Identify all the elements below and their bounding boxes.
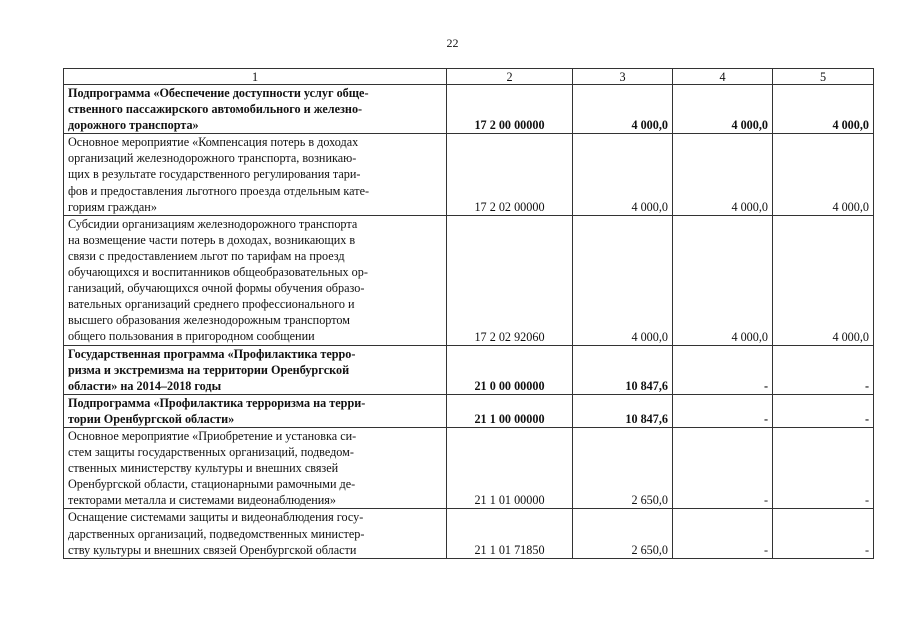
row-name-line: вательных организаций среднего профессионального и: [68, 297, 355, 312]
table-body: [64, 85, 874, 559]
row-value-col4: 4 000,0: [673, 215, 773, 345]
row-value-col4: 4 000,0: [673, 85, 773, 134]
table-row: [64, 85, 874, 134]
row-name-cell: [64, 345, 447, 394]
row-value-col4: -: [673, 509, 773, 558]
row-name-line: ству культуры и внешних связей Оренбургской области: [68, 542, 357, 557]
row-name-cell: [64, 427, 447, 508]
row-name-line: организаций железнодорожного транспорта, возникаю-: [68, 151, 357, 166]
table-row: [64, 427, 874, 508]
row-value-col3: 4 000,0: [573, 85, 673, 134]
row-name-line: высшего образования железнодорожным транспортом: [68, 313, 350, 328]
header-row: [64, 69, 874, 85]
header-cell-4: 4: [673, 69, 773, 85]
row-value-col5: -: [773, 427, 874, 508]
row-name-line: Подпрограмма «Профилактика терроризма на терри-: [68, 395, 366, 410]
row-value-col3: 4 000,0: [573, 134, 673, 215]
row-name-line: дорожного транспорта»: [68, 118, 199, 133]
row-name-line: Государственная программа «Профилактика терро-: [68, 346, 356, 361]
row-name-line: Основное мероприятие «Приобретение и установка си-: [68, 428, 357, 443]
row-name-line: ственных министерству культуры и внешних связей: [68, 461, 339, 476]
row-name-line: области» на 2014–2018 годы: [68, 378, 222, 393]
row-name-line: Субсидии организациям железнодорожного транспорта: [68, 216, 358, 231]
table-row: [64, 215, 874, 345]
row-name-line: ганизаций, обучающихся очной формы обучения образо-: [68, 281, 365, 296]
table-row: [64, 394, 874, 427]
row-value-col4: -: [673, 345, 773, 394]
row-code-cell: 21 0 00 00000: [447, 345, 573, 394]
header-cell-3: 3: [573, 69, 673, 85]
row-name-cell: [64, 85, 447, 134]
row-value-col4: -: [673, 394, 773, 427]
row-name-cell: [64, 215, 447, 345]
row-name-line: обучающихся и воспитанников общеобразовательных ор-: [68, 265, 368, 280]
row-name-line: Подпрограмма «Обеспечение доступности услуг обще-: [68, 86, 369, 100]
row-name-line: фов и предоставления льготного проезда отдельным кате-: [68, 183, 370, 198]
row-code-cell: 17 2 02 00000: [447, 134, 573, 215]
row-code-cell: 17 2 02 92060: [447, 215, 573, 345]
table-row: [64, 345, 874, 394]
row-name-line: ризма и экстремизма на территории Оренбургской: [68, 362, 350, 377]
row-code-cell: 21 1 01 71850: [447, 509, 573, 558]
row-value-col5: -: [773, 394, 874, 427]
row-name-line: щих в результате государственного регулирования тари-: [68, 167, 361, 182]
row-name-cell: [64, 134, 447, 215]
row-value-col5: 4 000,0: [773, 134, 874, 215]
row-name-line: дарственных организаций, подведомственных министер-: [68, 526, 365, 541]
row-value-col5: -: [773, 345, 874, 394]
row-name-line: гориям граждан»: [68, 199, 157, 214]
row-value-col5: 4 000,0: [773, 215, 874, 345]
row-name-line: на возмещение части потерь в доходах, возникающих в: [68, 232, 356, 247]
row-name-line: стем защиты государственных организаций, подведом-: [68, 445, 354, 460]
row-name-line: Оснащение системами защиты и видеонаблюдения госу-: [68, 510, 364, 525]
row-name-line: общего пользования в пригородном сообщении: [68, 329, 315, 344]
row-name-line: Оренбургской области, стационарными рамочными де-: [68, 477, 356, 492]
row-name-line: текторами металла и системами видеонаблюдения»: [68, 493, 336, 508]
row-value-col4: -: [673, 427, 773, 508]
header-cell-5: 5: [773, 69, 874, 85]
header-cell-1: 1: [64, 69, 447, 85]
header-cell-2: 2: [447, 69, 573, 85]
row-name-cell: [64, 509, 447, 558]
table-row: [64, 134, 874, 215]
page-number: 22: [446, 36, 459, 50]
row-value-col5: 4 000,0: [773, 85, 874, 134]
row-name-line: Основное мероприятие «Компенсация потерь в доходах: [68, 135, 359, 150]
row-code-cell: 17 2 00 00000: [447, 85, 573, 134]
row-name-line: связи с предоставлением льгот по тарифам на проезд: [68, 248, 345, 263]
row-name-line: ственного пассажирского автомобильного и железно-: [68, 102, 363, 117]
row-value-col3: 10 847,6: [573, 394, 673, 427]
row-name-line: тории Оренбургской области»: [68, 411, 235, 426]
row-value-col4: 4 000,0: [673, 134, 773, 215]
row-value-col3: 2 650,0: [573, 509, 673, 558]
row-value-col3: 2 650,0: [573, 427, 673, 508]
row-value-col3: 4 000,0: [573, 215, 673, 345]
row-code-cell: 21 1 01 00000: [447, 427, 573, 508]
budget-table: [63, 68, 874, 559]
row-value-col3: 10 847,6: [573, 345, 673, 394]
row-code-cell: 21 1 00 00000: [447, 394, 573, 427]
table-row: [64, 509, 874, 558]
row-value-col5: -: [773, 509, 874, 558]
row-name-cell: [64, 394, 447, 427]
